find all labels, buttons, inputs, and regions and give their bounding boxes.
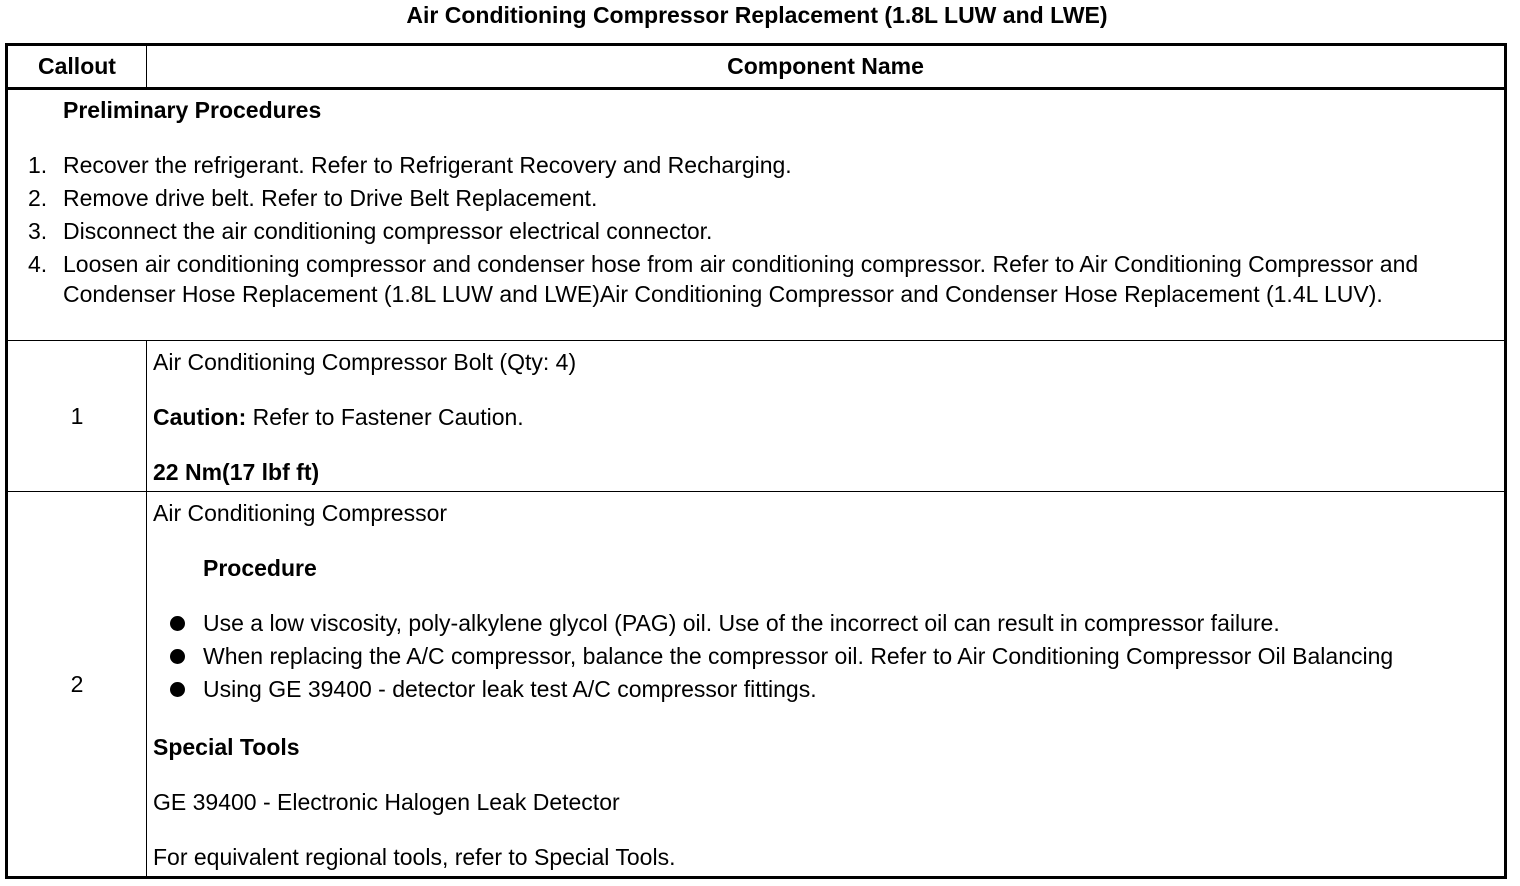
component-detail-cell — [147, 492, 1506, 878]
component-detail-cell — [147, 341, 1506, 492]
preliminary-row — [7, 89, 1506, 341]
callout-row-1 — [7, 341, 1506, 492]
callout-number: 2 — [7, 492, 147, 878]
callout-row-2 — [7, 492, 1506, 878]
caution-label: Caution: — [153, 404, 247, 430]
bullet-text: Using GE 39400 - detector leak test A/C compressor fittings. — [203, 676, 817, 702]
bullet-icon — [170, 649, 185, 664]
bullet-item — [153, 641, 1498, 674]
component-name: Air Conditioning Compressor — [153, 500, 448, 526]
bullet-icon — [170, 616, 185, 631]
step-text: Remove drive belt. Refer to Drive Belt Replacement. — [63, 185, 598, 211]
preliminary-heading: Preliminary Procedures — [63, 97, 322, 123]
step-number: 1. — [28, 152, 48, 178]
step-text: Disconnect the air conditioning compressor electrical connector. — [63, 218, 713, 244]
step-number: 3. — [28, 218, 48, 244]
caution-text: Refer to Fastener Caution. — [246, 404, 524, 430]
procedure-bullets — [153, 608, 1498, 707]
bullet-icon — [170, 682, 185, 697]
bullet-item — [153, 608, 1498, 641]
callout-number: 1 — [7, 341, 147, 492]
special-tools-heading: Special Tools — [153, 734, 300, 760]
step-item — [8, 249, 1504, 309]
procedure-heading: Procedure — [203, 555, 317, 581]
step-text: Recover the refrigerant. Refer to Refrigerant Recovery and Recharging. — [63, 152, 792, 178]
component-name: Air Conditioning Compressor Bolt (Qty: 4) — [153, 349, 577, 375]
step-number: 2. — [28, 185, 48, 211]
component-name-header: Component Name — [147, 45, 1506, 89]
callout-header: Callout — [7, 45, 147, 89]
preliminary-steps — [8, 150, 1504, 309]
procedure-table — [5, 43, 1507, 879]
header-row — [7, 45, 1506, 89]
step-text: Loosen air conditioning compressor and condenser hose from air conditioning compressor. Refer to Air Conditioning Compressor and Condenser Hose Replacement (1.8L LUW and LWE)Air Conditioning Compressor and Condenser Hose Replacement (1.4L LUV). — [63, 251, 1419, 307]
bullet-text: When replacing the A/C compressor, balance the compressor oil. Refer to Air Conditioning Compressor Oil Balancing — [203, 643, 1394, 669]
bullet-text: Use a low viscosity, poly-alkylene glycol (PAG) oil. Use of the incorrect oil can result in compressor failure. — [203, 610, 1280, 636]
step-item — [8, 216, 1504, 249]
special-tool-item: GE 39400 - Electronic Halogen Leak Detector — [153, 789, 620, 815]
step-item — [8, 183, 1504, 216]
equivalent-tools-note: For equivalent regional tools, refer to Special Tools. — [153, 844, 676, 870]
caution-line — [153, 402, 1498, 432]
document-title: Air Conditioning Compressor Replacement (1.8L LUW and LWE) — [406, 2, 1108, 28]
step-item — [8, 150, 1504, 183]
step-number: 4. — [28, 251, 48, 277]
preliminary-cell — [7, 89, 1506, 341]
torque-spec: 22 Nm(17 lbf ft) — [153, 459, 320, 485]
bullet-item — [153, 674, 1498, 707]
